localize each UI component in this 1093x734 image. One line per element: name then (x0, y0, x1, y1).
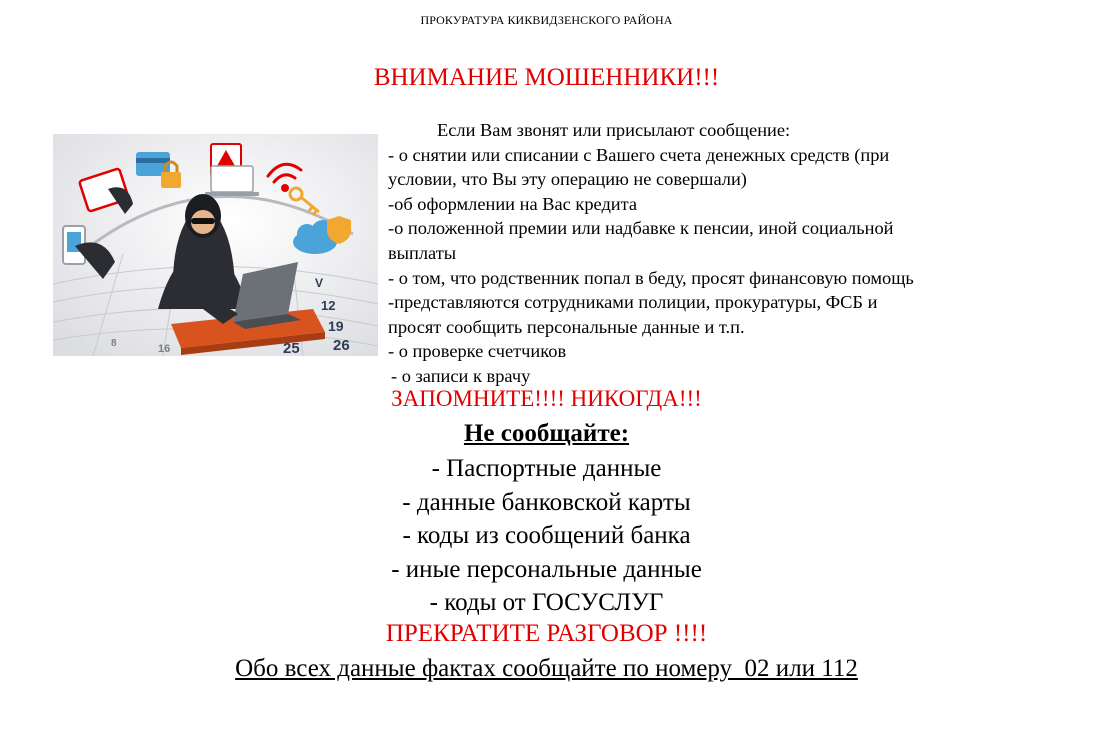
browser-window-icon (205, 166, 259, 196)
circumstances-intro: Если Вам звонят или присылают сообщение: (437, 120, 791, 140)
contact-phone-line: Обо всех данные фактах сообщайте по номеру 02 или 112 (235, 655, 858, 682)
do-not-share-item: - коды от ГОСУСЛУГ (429, 589, 664, 616)
circumstance-item: - о проверке счетчиков (388, 341, 567, 362)
do-not-share-item: - Паспортные данные (431, 455, 662, 482)
circumstance-item: -о положенной премии или надбавке к пенсии, иной социальной (388, 218, 894, 239)
header-prosecutor-office: ПРОКУРАТУРА КИКВИДЗЕНСКОГО РАЙОНА (420, 13, 673, 27)
circumstance-item: -представляются сотрудниками полиции, прокуратуры, ФСБ и (388, 292, 878, 313)
circumstance-item: - о снятии или списании с Вашего счета денежных средств (при (388, 144, 890, 165)
warning-title: ВНИМАНИЕ МОШЕННИКИ!!! (373, 64, 720, 91)
do-not-share-item: - иные персональные данные (391, 555, 702, 583)
circumstance-item: просят сообщить персональные данные и т.п. (388, 316, 745, 337)
fraud-circumstances (388, 118, 1048, 389)
calendar-number-16: 16 (158, 343, 171, 355)
circumstance-item: - о том, что родственник попал в беду, просят финансовую помощь (388, 267, 914, 288)
remember-never-heading: ЗАПОМНИТЕ!!!! НИКОГДА!!! (391, 386, 702, 411)
do-not-share-heading: Не сообщайте: (463, 420, 630, 447)
do-not-share-item: - коды из сообщений банка (402, 522, 691, 549)
stop-call-heading: ПРЕКРАТИТЕ РАЗГОВОР !!!! (385, 620, 708, 647)
calendar-number-25: 25 (283, 340, 300, 356)
circumstance-item: -об оформлении на Вас кредита (388, 193, 638, 214)
calendar-number-26: 26 (333, 337, 350, 354)
calendar-number-19: 19 (328, 318, 344, 334)
do-not-share-list (0, 452, 1093, 620)
circumstance-item: - о записи к врачу (391, 365, 531, 386)
hacker-illustration (53, 134, 378, 356)
circumstance-item: условии, что Вы эту операцию не совершали) (388, 169, 747, 190)
calendar-number-8: 8 (111, 338, 117, 349)
calendar-number-12: 12 (321, 298, 336, 313)
do-not-share-item: - данные банковской карты (402, 488, 691, 516)
circumstance-item: выплаты (388, 242, 457, 263)
calendar-number-v: V (315, 276, 324, 290)
